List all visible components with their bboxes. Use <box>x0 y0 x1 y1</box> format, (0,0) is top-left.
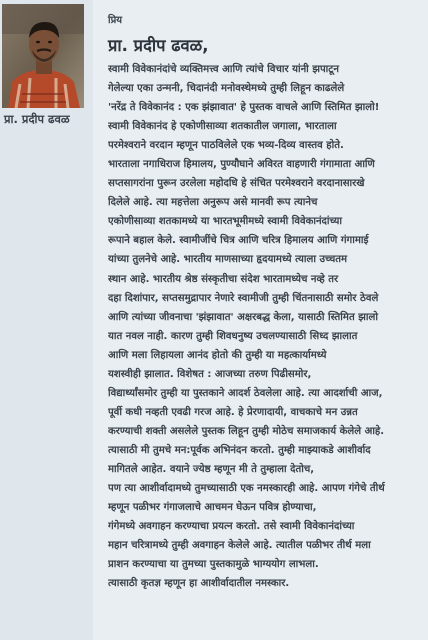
letter-line: एकोणीसाव्या शतकामध्ये या भारतभूमीमध्ये स्वामी विवेकानंदांच्या <box>108 216 342 228</box>
author-photo <box>2 4 84 108</box>
letter-line: स्वामी विवेकानंदांचे व्यक्तिमत्त्व आणि त्यांचे विचार यांनी झपाटून <box>108 64 339 75</box>
letter-line: रूपाने बहाल केले. स्वामीजींचे चित्र आणि चरित्र हिमालय आणि गंगामाई <box>108 235 369 247</box>
salutation: प्रिय <box>108 15 123 26</box>
letter-line: पूर्वी कधी नव्हती एवढी गरज आहे. हे प्रेरणादायी, वाचकाचे मन उन्नत <box>108 406 358 418</box>
addressee-name: प्रा. प्रदीप ढवळ, <box>108 36 209 55</box>
letter-line: यशस्वीही झालात. विशेषत : आजच्या तरुण पिढीसमोर, <box>108 368 312 380</box>
author-sidebar <box>0 0 93 640</box>
letter-line: करण्याची शक्ती असलेले पुस्तक लिहून तुम्ही मोठेच समाजकार्य केलेले आहे. <box>108 425 385 437</box>
letter-line: स्थान आहे. भारतीय श्रेष्ठ संस्कृतीचा संदेश भारतामध्येच नव्हे तर <box>108 273 339 285</box>
letter-line: सप्तसागरांना पुरून उरलेला महोदधि हे संचित परमेश्वराने वरदानासारखे <box>108 178 365 190</box>
letter-line: पण त्या आशीर्वादामध्ये तुमच्यासाठी एक नमस्कारही आहे. आपण गंगेचे तीर्थ <box>108 483 385 495</box>
author-photo-caption: प्रा. प्रदीप ढवळ <box>4 112 70 126</box>
letter-line: गेलेल्या एका उन्मनी, चिदानंदी मनोवस्थेमध्ये तुम्ही लिहून काढलेले <box>108 83 345 95</box>
letter-body <box>108 60 422 593</box>
letter-line: महान चरित्रामध्ये तुम्ही अवगाहन केलेले आहे. त्यातील पळीभर तीर्थ मला <box>108 540 371 552</box>
letter-line: दिलेले आहे. त्या महत्तेला अनुरूप असे मानवी रूप त्यानेच <box>108 197 318 209</box>
letter-line: प्राशन करण्याचा या तुमच्या पुस्तकामुळे भाग्ययोग लाभला. <box>108 559 319 571</box>
letter-line: विद्यार्थ्यांसमोर तुम्ही या पुस्तकाने आदर्श ठेवलेला आहे. त्या आदर्शाची आज, <box>108 387 383 399</box>
letter-line: यात नवल नाही. कारण तुम्ही शिवधनुष्य उचलण्यासाठी सिध्द झालात <box>108 330 358 342</box>
letter-line: त्यासाठी मी तुमचे मन:पूर्वक अभिनंदन करतो. तुम्ही माझ्याकडे आशीर्वाद <box>108 444 371 456</box>
letter-line: परमेश्वराने वरदान म्हणून पाठविलेले एक भव्य-दिव्य वास्तव होते. <box>108 140 344 152</box>
letter-line: भारताला नगाधिराज हिमालय, पुण्यौघाने अविरत वाहणारी गंगामाता आणि <box>108 159 375 171</box>
letter-line: म्हणून पळीभर गंगाजलाचे आचमन घेऊन पवित्र होण्याचा, <box>108 502 317 514</box>
letter-line: गंगेमध्ये अवगाहन करण्याचा प्रयत्न करतो. तसे स्वामी विवेकानंदांच्या <box>108 521 355 533</box>
letter-line: 'नरेंद्र ते विवेकानंद : एक झंझावात' हे पुस्तक वाचले आणि स्तिमित झालो! <box>108 102 380 114</box>
letter-line: आणि त्यांच्या जीवनाचा 'झंझावात' अक्षरबद्ध केला, यासाठी स्तिमित झालो <box>108 311 378 323</box>
letter-line: दहा दिशांपार, सप्तसमुद्रापार नेणारे स्वामीजी तुम्ही चिंतनासाठी समोर ठेवले <box>108 292 379 304</box>
letter-line: मागितले आहेत. वयाने ज्येष्ठ म्हणून मी ते तुम्हाला देतोच, <box>108 463 315 475</box>
letter-line: त्यासाठी कृतज्ञ म्हणून हा आशीर्वादातील नमस्कार. <box>108 578 290 590</box>
letter-panel <box>96 0 424 640</box>
letter-line: स्वामी विवेकानंद हे एकोणीसाव्या शतकातील जगाला, भारताला <box>108 121 337 133</box>
letter-line: यांच्या तुलनेचे आहे. भारतीय माणसाच्या हृदयामध्ये त्याला उच्चतम <box>108 254 348 266</box>
letter-line: आणि मला लिहायला आनंद होतो की तुम्ही या महत्कार्यामध्ये <box>108 349 327 361</box>
